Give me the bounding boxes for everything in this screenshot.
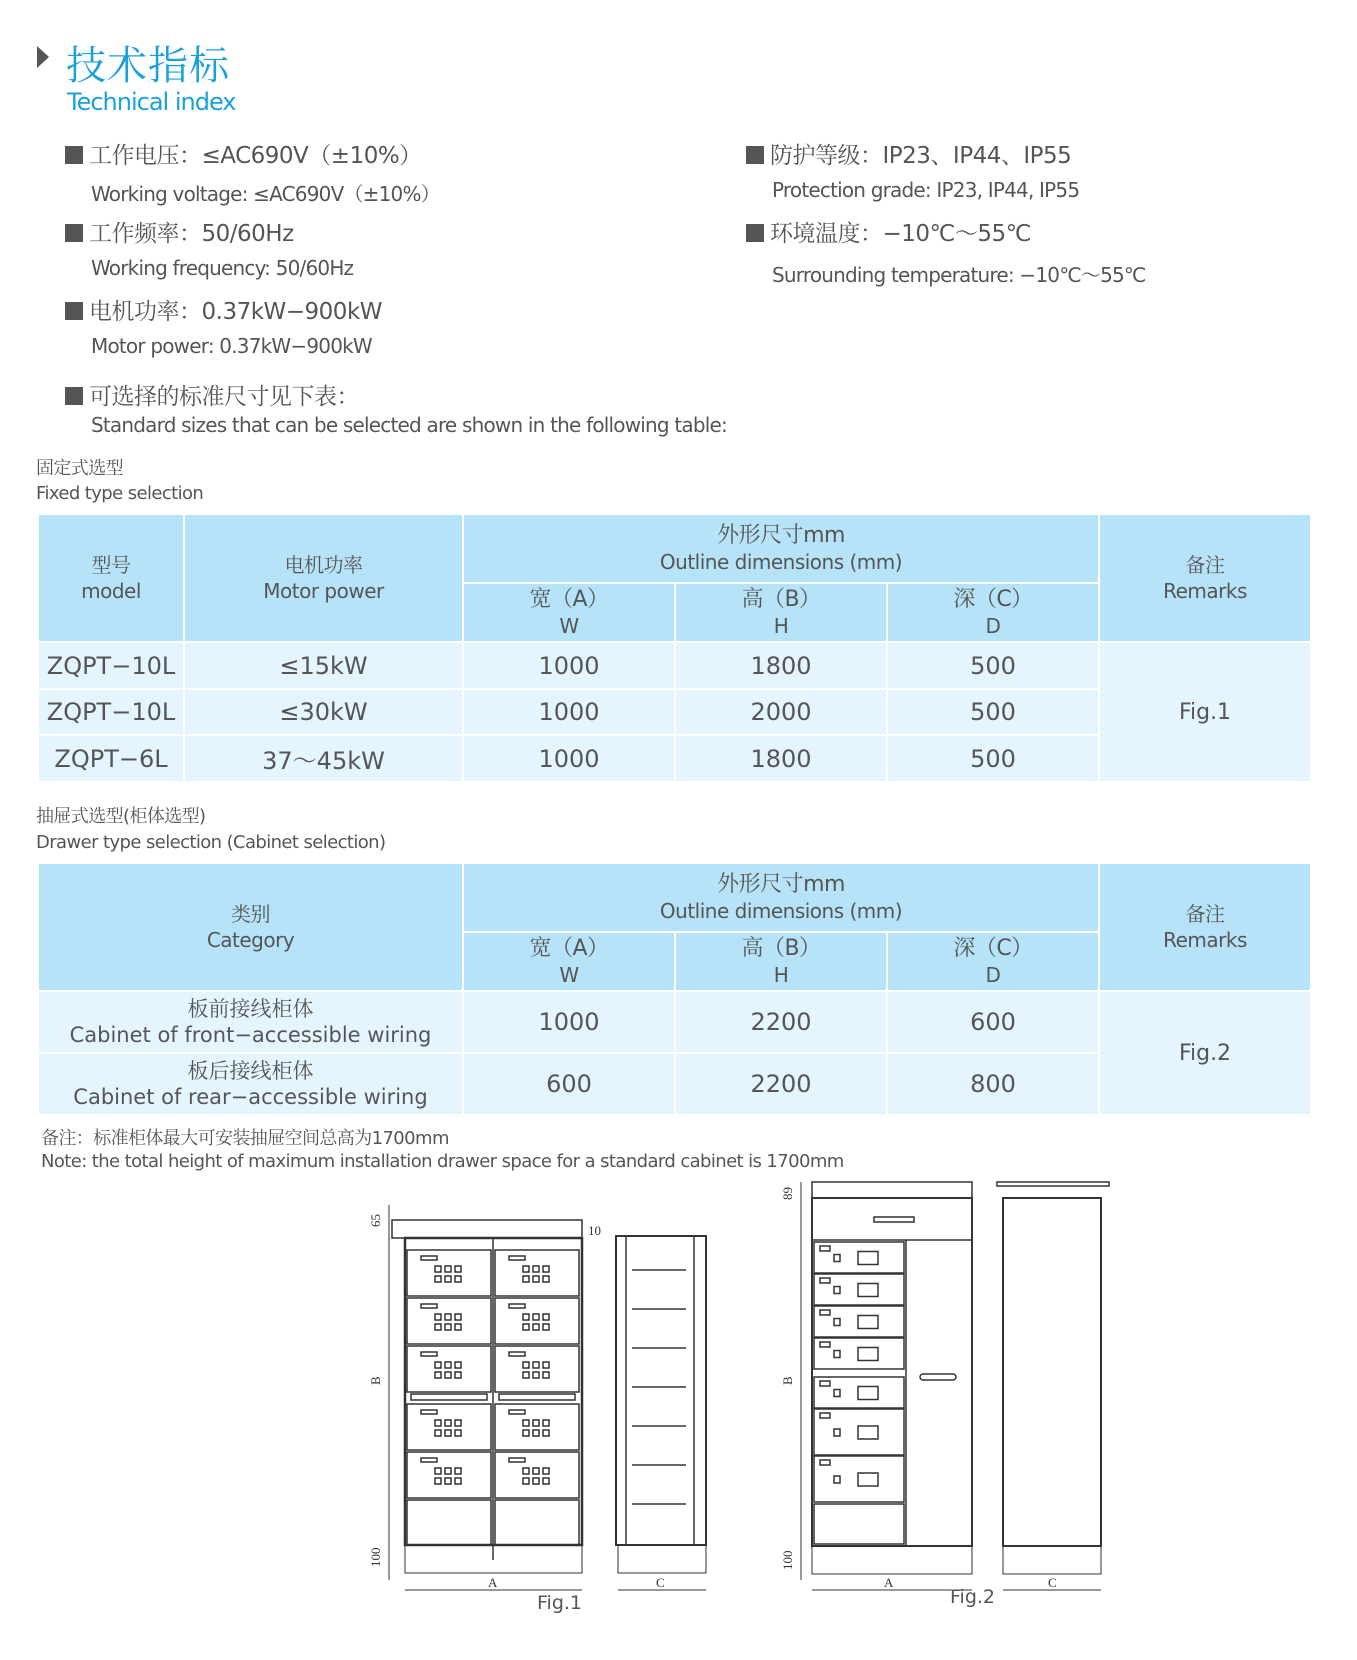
indicator-light [543, 1266, 549, 1272]
drawer-unit [814, 1409, 904, 1455]
spec-text: 工作频率：50/60Hz [89, 221, 294, 247]
indicator-light [523, 1372, 529, 1378]
header-outline-dimensions: 外形尺寸mm Outline dimensions (mm) [463, 863, 1099, 932]
cell-depth: 500 [887, 642, 1099, 689]
cell-model: ZQPT−6L [38, 735, 184, 782]
indicator-light [445, 1324, 451, 1330]
indicator-light [435, 1362, 441, 1368]
indicator-light [523, 1362, 529, 1368]
drawer-switch [834, 1287, 840, 1294]
cell-width: 1000 [463, 642, 675, 689]
spec-sizes-en: Standard sizes that can be selected are shown in the following table: [91, 413, 727, 437]
cell-remark: Fig.1 [1099, 642, 1311, 782]
fig1-front-view [368, 1205, 601, 1590]
drawer-label [820, 1310, 830, 1315]
note-cn: 备注：标准柜体最大可安装抽屉空间总高为1700mm [41, 1128, 449, 1149]
indicator-light [455, 1372, 461, 1378]
compartment-label [421, 1352, 437, 1356]
indicator-light [445, 1478, 451, 1484]
cell-width: 600 [463, 1053, 675, 1115]
compartment-label [509, 1410, 525, 1414]
indicator-light [445, 1362, 451, 1368]
dim-100: 100 [368, 1547, 383, 1567]
indicator-light [455, 1478, 461, 1484]
drawer-meter [858, 1252, 878, 1265]
drawer-meter [858, 1387, 878, 1400]
drawer-label [820, 1278, 830, 1283]
indicator-light [435, 1314, 441, 1320]
drawer-compartment [407, 1452, 491, 1498]
drawer-meter [858, 1316, 878, 1329]
drawer-unit [814, 1504, 904, 1544]
indicator-light [455, 1314, 461, 1320]
drawer-unit [814, 1456, 904, 1502]
indicator-light [543, 1372, 549, 1378]
dim-c: C [656, 1575, 665, 1590]
drawer-compartment [495, 1298, 579, 1344]
indicator-light [533, 1478, 539, 1484]
indicator-light [543, 1324, 549, 1330]
header-motor-power: 电机功率 Motor power [184, 514, 463, 642]
indicator-light [543, 1430, 549, 1436]
indicator-light [435, 1478, 441, 1484]
fixed-caption-cn: 固定式选型 [36, 458, 123, 479]
indicator-light [543, 1478, 549, 1484]
indicator-light [445, 1430, 451, 1436]
indicator-light [435, 1266, 441, 1272]
indicator-light [543, 1362, 549, 1368]
drawer-compartment [407, 1404, 491, 1450]
spec-motor-power-en: Motor power: 0.37kW−900kW [91, 334, 372, 358]
dim-65: 65 [368, 1214, 383, 1227]
cell-height: 2200 [675, 1053, 887, 1115]
indicator-light [533, 1362, 539, 1368]
indicator-light [455, 1430, 461, 1436]
drawer-label [820, 1246, 830, 1251]
note-en: Note: the total height of maximum installation drawer space for a standard cabinet is 1700mm [41, 1151, 844, 1172]
compartment-label [421, 1410, 437, 1414]
cell-depth: 500 [887, 735, 1099, 782]
drawer-label [820, 1342, 830, 1347]
cell-remark: Fig.2 [1099, 991, 1311, 1115]
indicator-light [543, 1468, 549, 1474]
indicator-light [455, 1266, 461, 1272]
dim-b: B [368, 1376, 383, 1385]
drawer-switch [834, 1319, 840, 1326]
page-subtitle: Technical index [67, 88, 236, 116]
header-remarks: 备注 Remarks [1099, 514, 1311, 642]
drawer-switch [834, 1476, 840, 1483]
drawer-meter [858, 1473, 878, 1486]
fig2-side-view [997, 1182, 1109, 1590]
separator-bar [499, 1394, 575, 1400]
spec-frequency-en: Working frequency: 50/60Hz [91, 256, 354, 280]
indicator-light [445, 1420, 451, 1426]
cell-power: ≤30kW [184, 689, 463, 735]
header-height: 高（B） H [675, 932, 887, 991]
dim-a: A [488, 1575, 498, 1590]
header-depth: 深（C） D [887, 932, 1099, 991]
cell-model: ZQPT−10L [38, 642, 184, 689]
spec-text: 工作电压：≤AC690V（±10%） [89, 143, 422, 169]
drawer-label [820, 1460, 830, 1465]
spec-temperature-en: Surrounding temperature: −10℃～55℃ [772, 263, 1146, 287]
dim-100: 100 [780, 1550, 795, 1570]
drawer-switch [834, 1351, 840, 1358]
indicator-light [523, 1266, 529, 1272]
drawer-caption-cn: 抽屉式选型(柜体选型) [36, 806, 206, 827]
indicator-light [523, 1420, 529, 1426]
drawer-compartment [495, 1452, 579, 1498]
header-width: 宽（A） W [463, 583, 675, 642]
indicator-light [523, 1478, 529, 1484]
header-remarks: 备注 Remarks [1099, 863, 1311, 991]
drawer-compartment [495, 1346, 579, 1392]
header-outline-dimensions: 外形尺寸mm Outline dimensions (mm) [463, 514, 1099, 583]
drawer-switch [834, 1390, 840, 1397]
indicator-light [533, 1276, 539, 1282]
indicator-light [445, 1276, 451, 1282]
drawer-compartment [407, 1500, 491, 1545]
dim-10: 10 [588, 1223, 601, 1238]
indicator-light [445, 1372, 451, 1378]
cell-model: ZQPT−10L [38, 689, 184, 735]
cell-width: 1000 [463, 991, 675, 1053]
indicator-light [455, 1276, 461, 1282]
drawer-compartment [407, 1298, 491, 1344]
fixed-caption-en: Fixed type selection [36, 483, 204, 504]
header-height: 高（B） H [675, 583, 887, 642]
cell-depth: 800 [887, 1053, 1099, 1115]
compartment-label [509, 1304, 525, 1308]
cell-height: 1800 [675, 642, 887, 689]
cell-power: ≤15kW [184, 642, 463, 689]
cell-depth: 500 [887, 689, 1099, 735]
drawer-caption-en: Drawer type selection (Cabinet selection) [36, 832, 386, 853]
indicator-light [543, 1314, 549, 1320]
drawer-compartment [407, 1250, 491, 1296]
indicator-light [523, 1276, 529, 1282]
indicator-light [435, 1468, 441, 1474]
header-width: 宽（A） W [463, 932, 675, 991]
indicator-light [533, 1430, 539, 1436]
drawer-compartment [495, 1500, 579, 1545]
spec-text: 电机功率：0.37kW−900kW [89, 299, 383, 325]
indicator-light [543, 1420, 549, 1426]
indicator-light [455, 1324, 461, 1330]
cell-width: 1000 [463, 689, 675, 735]
dim-b: B [780, 1376, 795, 1385]
indicator-light [533, 1324, 539, 1330]
indicator-light [455, 1420, 461, 1426]
indicator-light [533, 1468, 539, 1474]
drawer-label [820, 1413, 830, 1418]
drawer-compartment [495, 1404, 579, 1450]
indicator-light [435, 1276, 441, 1282]
header-depth: 深（C） D [887, 583, 1099, 642]
indicator-light [435, 1420, 441, 1426]
fig2-label: Fig.2 [950, 1586, 996, 1608]
drawer-switch [834, 1255, 840, 1262]
header-category: 类别 Category [38, 863, 463, 991]
indicator-light [533, 1420, 539, 1426]
indicator-light [435, 1372, 441, 1378]
header-model: 型号 model [38, 514, 184, 642]
compartment-label [421, 1458, 437, 1462]
cell-power: 37～45kW [184, 735, 463, 782]
indicator-light [533, 1372, 539, 1378]
separator-bar [411, 1394, 487, 1400]
indicator-light [435, 1430, 441, 1436]
page-title: 技术指标 [66, 43, 230, 89]
indicator-light [523, 1430, 529, 1436]
indicator-light [543, 1276, 549, 1282]
compartment-label [421, 1304, 437, 1308]
spec-text: 防护等级：IP23、IP44、IP55 [770, 143, 1072, 169]
dim-c: C [1048, 1575, 1057, 1590]
compartment-label [509, 1352, 525, 1356]
indicator-light [455, 1468, 461, 1474]
spec-text: 可选择的标准尺寸见下表： [89, 384, 359, 410]
spec-protection-en: Protection grade: IP23, IP44, IP55 [772, 178, 1080, 202]
compartment-label [509, 1256, 525, 1260]
indicator-light [455, 1362, 461, 1368]
drawer-compartment [495, 1250, 579, 1296]
indicator-light [445, 1314, 451, 1320]
indicator-light [435, 1324, 441, 1330]
drawer-meter [858, 1426, 878, 1439]
fig1-label: Fig.1 [537, 1592, 583, 1614]
drawer-switch [834, 1429, 840, 1436]
cell-category: 板前接线柜体 Cabinet of front−accessible wiring [38, 991, 463, 1053]
drawer-label [820, 1381, 830, 1386]
indicator-light [523, 1314, 529, 1320]
compartment-label [509, 1458, 525, 1462]
indicator-light [533, 1314, 539, 1320]
drawer-compartment [407, 1346, 491, 1392]
indicator-light [523, 1468, 529, 1474]
fig2-front-view [780, 1182, 972, 1590]
dim-89: 89 [780, 1187, 795, 1200]
cell-height: 2200 [675, 991, 887, 1053]
cell-height: 2000 [675, 689, 887, 735]
indicator-light [445, 1468, 451, 1474]
drawer-meter [858, 1348, 878, 1361]
cell-height: 1800 [675, 735, 887, 782]
cell-depth: 600 [887, 991, 1099, 1053]
cell-category: 板后接线柜体 Cabinet of rear−accessible wiring [38, 1053, 463, 1115]
compartment-label [421, 1256, 437, 1260]
indicator-light [445, 1266, 451, 1272]
spec-voltage-en: Working voltage: ≤AC690V（±10%） [91, 182, 440, 206]
indicator-light [533, 1266, 539, 1272]
cell-width: 1000 [463, 735, 675, 782]
spec-text: 环境温度：−10℃～55℃ [770, 221, 1031, 247]
dim-a: A [884, 1575, 894, 1590]
indicator-light [523, 1324, 529, 1330]
fig1-side-view [616, 1236, 706, 1590]
drawer-meter [858, 1284, 878, 1297]
